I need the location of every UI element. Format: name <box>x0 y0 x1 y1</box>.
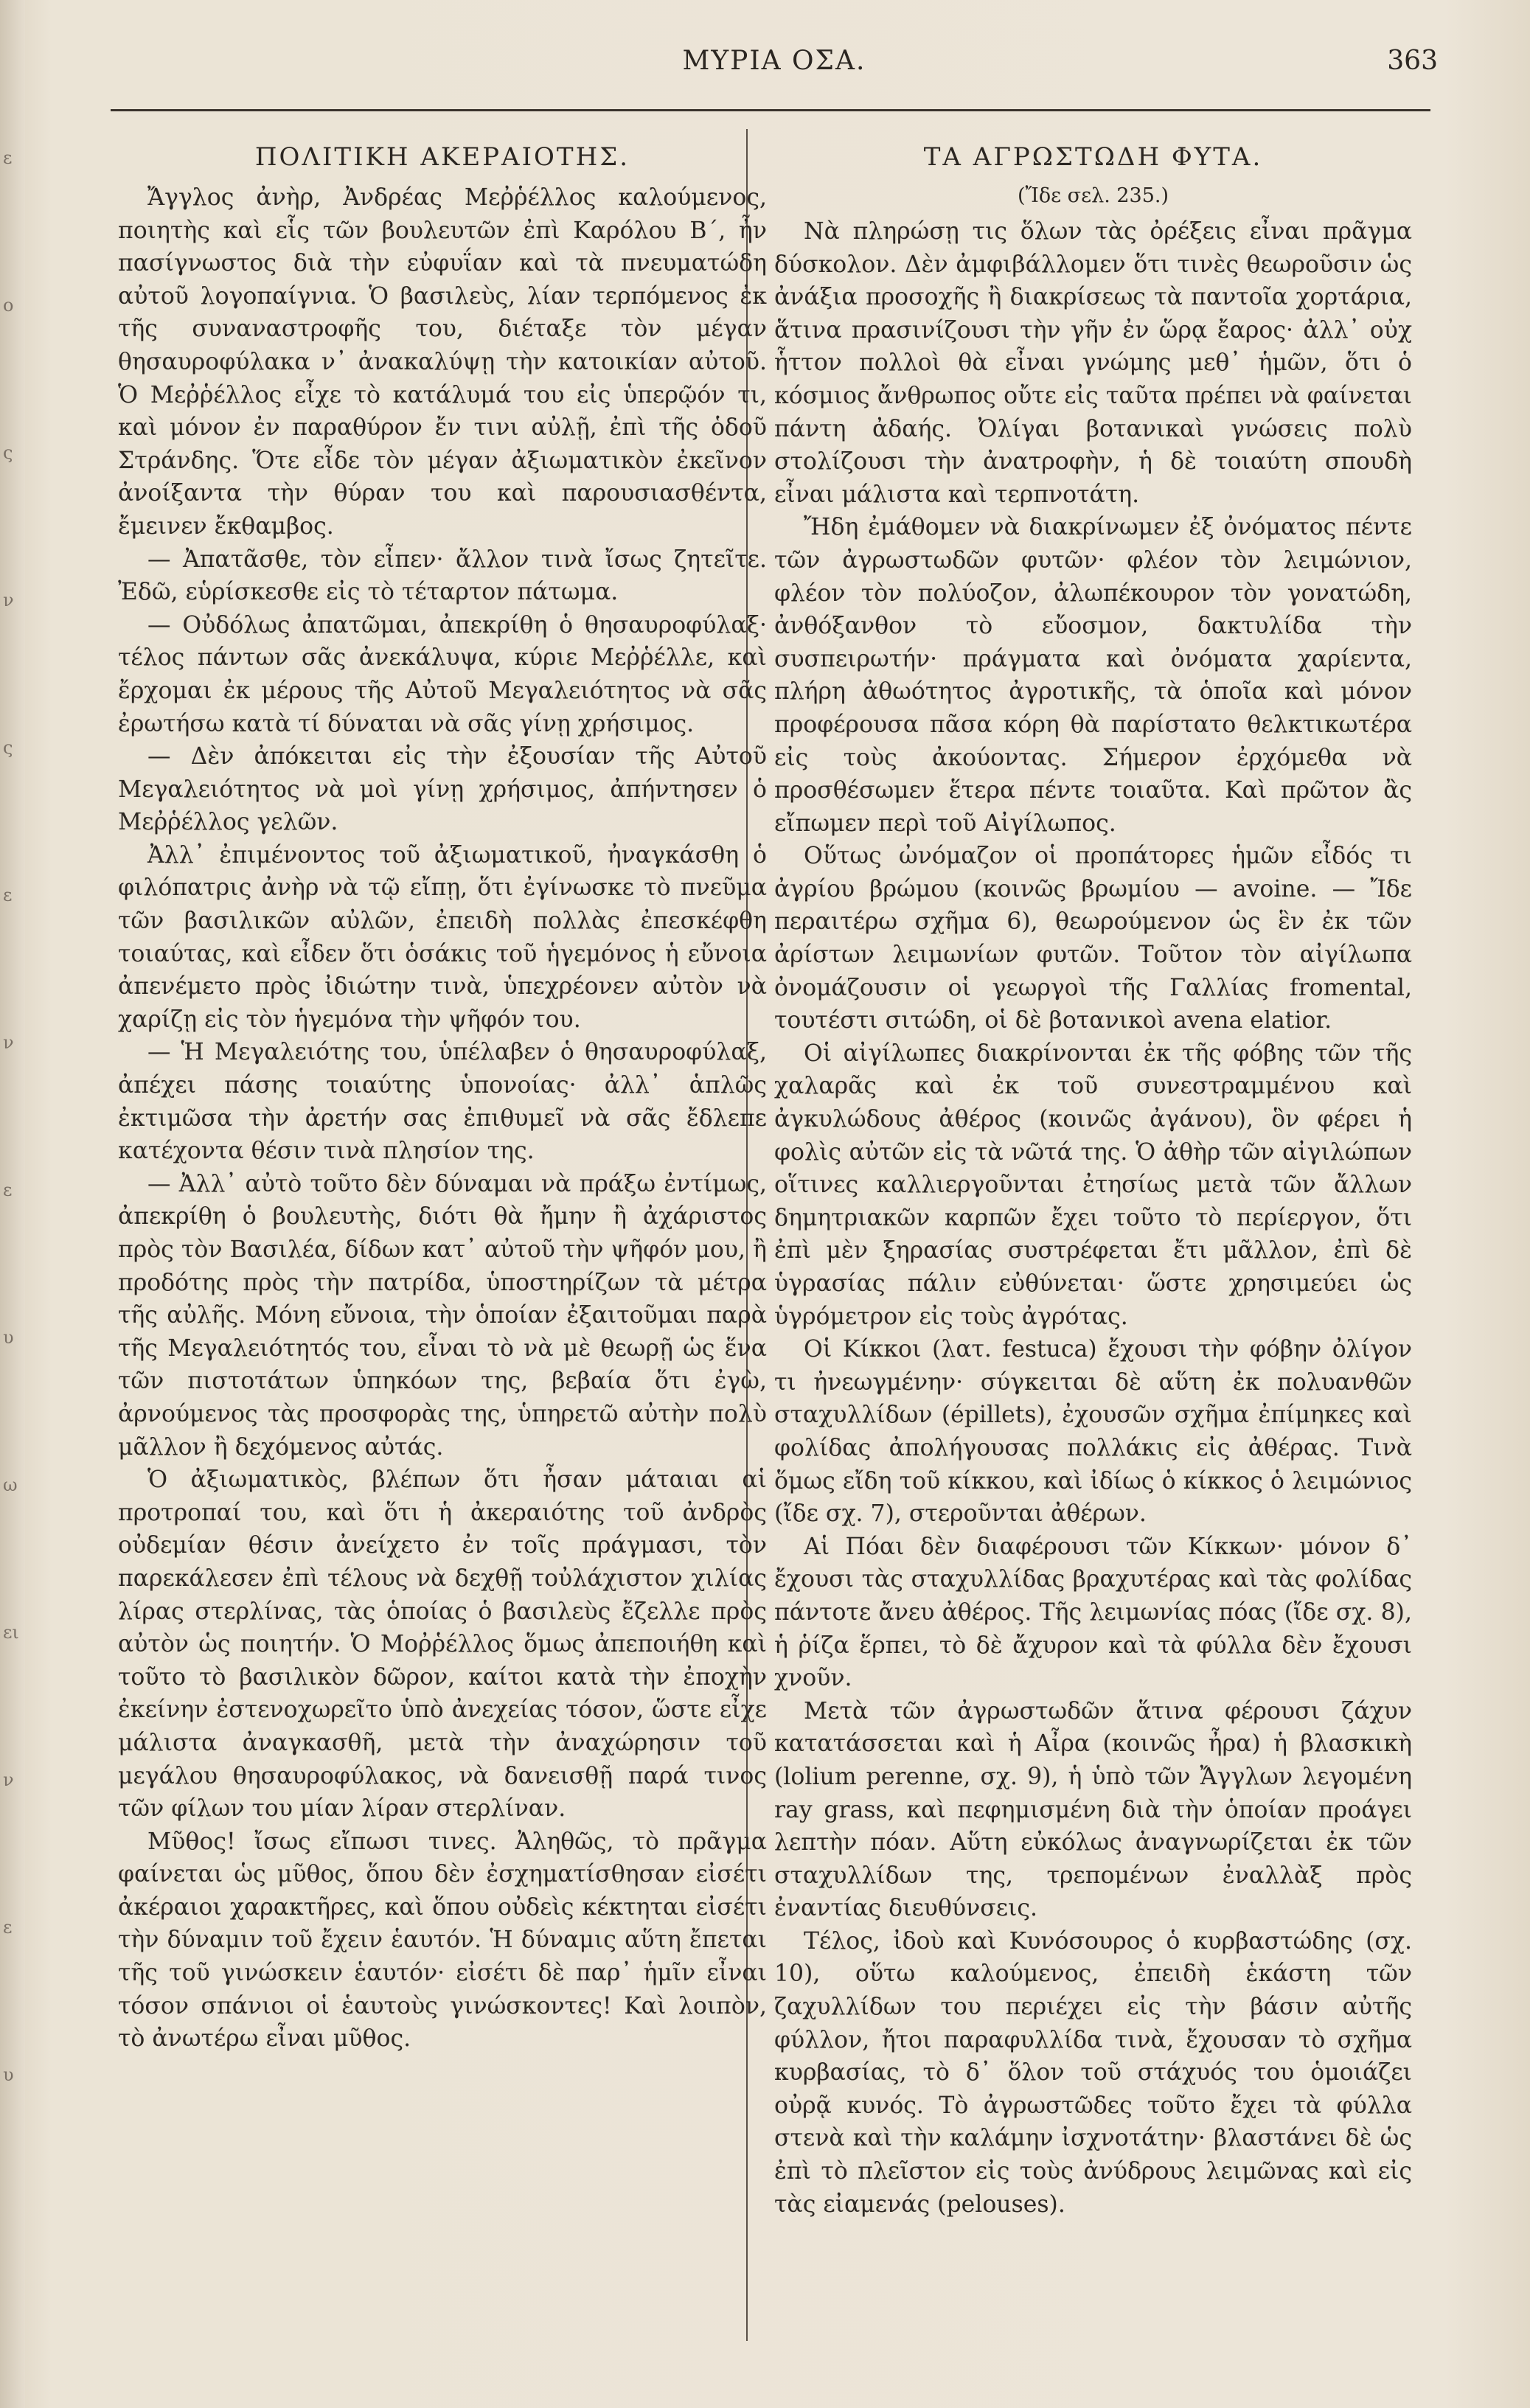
gutter-fragment: υ <box>3 1327 14 1348</box>
gutter-fragment: υ <box>3 2064 14 2085</box>
gutter-fragment: ο <box>3 295 14 316</box>
paragraph: Οὕτως ὠνόμαζον οἱ προπάτορες ἡμῶν εἶδός τι ἀγρίου βρώμου (κοινῶς βρωμίου — avoine. — Ἴδε περαιτέρω σχῆμα 6), θεωρούμενον ὡς ἓν ἐκ τῶν ἀρίστων λειμωνίων φυτῶν. Τοῦτον τὸν αἰγίλωπα ὀνομάζουσιν οἱ γεωργοὶ τῆς Γαλλίας fromental, τουτέστι σιτώδη, οἱ δὲ βοτανικοὶ avena elatior. <box>774 843 1412 1034</box>
gutter-fragment: ν <box>3 1770 14 1790</box>
article-heading-political-integrity: ΠΟΛΙΤΙΚΗ ΑΚΕΡΑΙΟΤΗΣ. <box>254 142 630 172</box>
gutter-fragment: ν <box>3 590 14 610</box>
paragraph: Οἱ αἰγίλωπες διακρίνονται ἐκ τῆς φόβης τῶν τῆς χαλαρᾶς καὶ ἐκ τοῦ συνεστραμμένου καὶ ἀγκυλώδους ἀθέρος (κοινῶς ἀγάνου), ὃν φέρει ἡ φολὶς αὐτῶν εἰς τὰ νῶτά της. Ὁ ἀθὴρ τῶν αἰγιλώπων οἵτινες καλλιεργοῦνται ἐτησίως μετὰ τῶν ἄλλων δημητριακῶν καρπῶν ἔχει τοῦτο τὸ περίεργον, ὅτι ἐπὶ μὲν ξηρασίας συστρέφεται ἔτι μᾶλλον, ἐπὶ δὲ ὑγρασίας πάλιν εὐθύνεται· ὥστε χρησιμεύει ὡς ὑγρόμετρον εἰς τοὺς ἀγρότας. <box>774 1040 1412 1330</box>
gutter-fragment: ν <box>3 1032 14 1053</box>
paragraph: Ἤδη ἐμάθομεν νὰ διακρίνωμεν ἐξ ὀνόματος πέντε τῶν ἀγρωστωδῶν φυτῶν· φλέον τὸν λειμώνιον, φλέον τὸν πολύοζον, ἀλωπέκουρον τὸν γονατώδη, ἀνθόξανθον τὸ εὔοσμον, δακτυλίδα τὴν συσπειρωτήν· πράγματα καὶ ὀνόματα χαρίεντα, πλήρη ἀθωότητος ἀγροτικῆς, τὰ ὁποῖα καὶ μόνον προφέρουσα πᾶσα κόρη θὰ παρίστατο θελκτικωτέρα εἰς τοὺς ἀκούοντας. Σήμερον ἐρχόμεθα νὰ προσθέσωμεν ἕτερα πέντε τοιαῦτα. Καὶ πρῶτον ἂς εἴπωμεν περὶ τοῦ Αἰγίλωπος. <box>774 514 1412 837</box>
gutter-fragment: ς <box>3 737 13 758</box>
paragraph: — Ἀπατᾶσθε, τὸν εἶπεν· ἄλλον τινὰ ἴσως ζητεῖτε. Ἐδῶ, εὑρίσκεσθε εἰς τὸ τέταρτον πάτωμα. <box>118 546 767 606</box>
gutter-fragment: ε <box>3 147 13 168</box>
paragraph: Ἀλλ᾿ ἐπιμένοντος τοῦ ἀξιωματικοῦ, ἠναγκάσθη ὁ φιλόπατρις ἀνὴρ νὰ τῷ εἴπῃ, ὅτι ἐγίνωσκε τὸ πνεῦμα τῶν βασιλικῶν αὐλῶν, ἐπειδὴ πολλὰς ἐπεσκέφθη τοιαύτας, καὶ εἶδεν ὅτι ὁσάκις τοῦ ἡγεμόνος ἡ εὔνοια ἀπενέμετο πρὸς ἰδιώτην τινὰ, ὑπεχρέονεν αὐτὸν νὰ χαρίζῃ εἰς τὸν ἡγεμόνα τὴν ψῆφόν του. <box>118 841 767 1033</box>
paragraph: Νὰ πληρώσῃ τις ὅλων τὰς ὀρέξεις εἶναι πρᾶγμα δύσκολον. Δὲν ἀμφιβάλλομεν ὅτι τινὲς θεωροῦσιν ὡς ἀνάξια προσοχῆς ἢ διακρίσεως τὰ παντοῖα χορτάρια, ἅτινα πρασινίζουσι τὴν γῆν ἐν ὥρᾳ ἔαρος· ἀλλ᾿ οὐχ ἧττον πολλοὶ θὰ εἶναι γνώμης μεθ᾿ ἡμῶν, ὅτι ὁ κόσμιος ἄνθρωπος οὔτε εἰς ταῦτα πρέπει νὰ φαίνεται πάντη ἀδαής. Ὀλίγαι βοτανικαὶ γνώσεις πολὺ στολίζουσι τὴν ἀνατροφὴν, ἡ δὲ τοιαύτη σπουδὴ εἶναι μάλιστα καὶ τερπνοτάτη. <box>774 218 1412 508</box>
paragraph: Ὁ ἀξιωματικὸς, βλέπων ὅτι ἦσαν μάταιαι αἱ προτροπαί του, καὶ ὅτι ἡ ἀκεραιότης τοῦ ἀνδρὸς οὐδεμίαν θέσιν ἀνείχετο ἐν τοῖς πράγμασι, τὸν παρεκάλεσεν ἐπὶ τέλους νὰ δεχθῇ τοὐλάχιστον χιλίας λίρας στερλίνας, τὰς ὁποίας ὁ βασιλεὺς ἔζελλε πρὸς αὐτὸν ὡς ποιητήν. Ὁ Μοῤῥέλλος ὅμως ἀπεποιήθη καὶ τοῦτο τὸ βασιλικὸν δῶρον, καίτοι κατὰ τὴν ἐποχὴν ἐκείνην ἐστενοχωρεῖτο ὑπὸ ἀνεχείας τόσον, ὥστε εἶχε μάλιστα ἀναγκασθῆ, μετὰ τὴν ἀναχώρησιν τοῦ μεγάλου θησαυροφύλακος, νὰ δανεισθῇ παρά τινος τῶν φίλων του μίαν λίραν στερλίναν. <box>118 1466 767 1823</box>
paragraph: Τέλος, ἰδοὺ καὶ Κυνόσουρος ὁ κυρβαστώδης (σχ. 10), οὕτω καλούμενος, ἐπειδὴ ἑκάστη τῶν ζαχυλλίδων του περιέχει εἰς τὴν βάσιν αὐτῆς φύλλον, ἤτοι παραφυλλίδα τινὰ, ἔχουσαν τὸ σχῆμα κυρβασίας, τὸ δ᾿ ὅλον τοῦ στάχυός του ὁμοιάζει οὐρᾷ κυνός. Τὸ ἀγρωστῶδες τοῦτο ἔχει τὰ φύλλα στενὰ καὶ τὴν καλάμην ἰσχνοτάτην· βλαστάνει δὲ ὡς ἐπὶ τὸ πλεῖστον εἰς τοὺς ἀνύδρους λειμῶνας καὶ εἰς τὰς εἰαμενάς (pelouses). <box>774 1927 1412 2218</box>
paragraph: — Οὐδόλως ἀπατῶμαι, ἀπεκρίθη ὁ θησαυροφύλαξ· τέλος πάντων σᾶς ἀνεκάλυψα, κύριε Μεῤῥέλλε, καὶ ἔρχομαι ἐκ μέρους τῆς Αὐτοῦ Μεγαλειότητος νὰ σᾶς ἐρωτήσω κατὰ τί δύναται νὰ σᾶς γίνῃ χρήσιμος. <box>118 611 767 737</box>
paragraph: Μῦθος! ἴσως εἴπωσι τινες. Ἀληθῶς, τὸ πρᾶγμα φαίνεται ὡς μῦθος, ὅπου δὲν ἐσχηματίσθησαν εἰσέτι ἀκέραιοι χαρακτῆρες, καὶ ὅπου οὐδεὶς κέκτηται εἰσέτι τὴν δύναμιν τοῦ ἔχειν ἑαυτόν. Ἡ δύναμις αὕτη ἔπεται τῆς τοῦ γινώσκειν ἑαυτόν· εἰσέτι δὲ παρ᾿ ἡμῖν εἶναι τόσον σπάνιοι οἱ ἑαυτοὺς γινώσκοντες! Καὶ λοιπὸν, τὸ ἀνωτέρω εἶναι μῦθος. <box>118 1828 767 2053</box>
running-head-title: ΜΥΡΙΑ ΟΣΑ. <box>682 46 866 76</box>
paragraph: — Δὲν ἀπόκειται εἰς τὴν ἐξουσίαν τῆς Αὐτοῦ Μεγαλειότητος νὰ μοὶ γίνῃ χρήσιμος, ἀπήντησεν ὁ Μεῤῥέλλος γελῶν. <box>118 743 767 836</box>
book-gutter <box>0 0 25 2408</box>
paragraph: Ἄγγλος ἀνὴρ, Ἀνδρέας Μεῤῥέλλος καλούμενος, ποιητὴς καὶ εἷς τῶν βουλευτῶν ἐπὶ Καρόλου Β΄, ἦν πασίγνωστος διὰ τὴν εὐφυΐαν καὶ τὰ πνευματώδη αὐτοῦ λογοπαίγνια. Ὁ βασιλεὺς, λίαν τερπόμενος ἐκ τῆς συναναστροφῆς του, διέταξε τὸν μέγαν θησαυροφύλακα ν᾿ ἀνακαλύψῃ τὴν κατοικίαν αὐτοῦ. Ὁ Μεῤῥέλλος εἶχε τὸ κατάλυμά του εἰς ὑπερῷόν τι, καὶ μόνον ἐν παραθύρον ἔν τινι αὐλῇ, ἐπὶ τῆς ὁδοῦ Στράνδης. Ὅτε εἶδε τὸν μέγαν ἀξιωματικὸν ἐκεῖνον ἀνοίξαντα τὴν θύραν του καὶ παρουσιασθέντα, ἔμεινεν ἔκθαμβος. <box>118 184 767 540</box>
gutter-fragment: ω <box>3 1475 18 1495</box>
gutter-fragment: ς <box>3 442 13 463</box>
article-heading-grass-plants: ΤΑ ΑΓΡΩΣΤΩΔΗ ΦΥΤΑ. <box>923 142 1263 172</box>
paragraph: — Ἀλλ᾿ αὐτὸ τοῦτο δὲν δύναμαι νὰ πράξω ἐντίμως, ἀπεκρίθη ὁ βουλευτὴς, διότι θὰ ἤμην ἢ ἀχάριστος πρὸς τὸν Βασιλέα, δίδων κατ᾿ αὐτοῦ τὴν ψῆφόν μου, ἢ προδότης πρὸς τὴν πατρίδα, ὑποστηρίζων τὰ μέτρα τῆς αὐλῆς. Μόνη εὔνοια, τὴν ὁποίαν ἐξαιτοῦμαι παρὰ τῆς Μεγαλειότητός του, εἶναι τὸ νὰ μὲ θεωρῇ ὡς ἕνα τῶν πιστοτάτων ὑπηκόων της, βεβαία ὅτι ἐγὼ, ἀρνούμενος τὰς προσφορὰς της, ὑπηρετῶ αὐτὴν πολὺ μᾶλλον ἢ δεχόμενος αὐτάς. <box>118 1170 767 1461</box>
page-number: 363 <box>1387 46 1438 76</box>
gutter-fragment: ε <box>3 885 13 905</box>
gutter-fragment: ε <box>3 1917 13 1938</box>
paragraph: — Ἡ Μεγαλειότης του, ὑπέλαβεν ὁ θησαυροφύλαξ, ἀπέχει πάσης τοιαύτης ὑπονοίας· ἀλλ᾿ ἁπλῶς ἐκτιμῶσα τὴν ἀρετήν σας ἐπιθυμεῖ νὰ σᾶς ἔδλεπε κατέχοντα θέσιν τινὰ πλησίον της. <box>118 1039 767 1165</box>
gutter-fragment: ει <box>3 1622 19 1643</box>
paragraph: Αἱ Πόαι δὲν διαφέρουσι τῶν Κίκκων· μόνον δ᾿ ἔχουσι τὰς σταχυλλίδας βραχυτέρας καὶ τὰς φολίδας πάντοτε ἄνευ ἀθέρος. Τῆς λειμωνίας πόας (ἴδε σχ. 8), ἡ ῥίζα ἕρπει, τὸ δὲ ἄχυρον καὶ τὰ φύλλα δὲν ἔχουσι χνοῦν. <box>774 1533 1412 1692</box>
left-column <box>118 140 767 2056</box>
article-reference: (Ἴδε σελ. 235.) <box>1017 184 1169 207</box>
header-rule <box>111 109 1430 111</box>
right-column <box>774 140 1412 2221</box>
paragraph: Οἱ Κίκκοι (λατ. festuca) ἔχουσι τὴν φόβην ὀλίγον τι ἠνεωγμένην· σύγκειται δὲ αὕτη ἐκ πολυανθῶν σταχυλλίδων (épillets), ἐχουσῶν σχῆμα ἐπίμηκες καὶ φολίδας ἀπολήγουσας πολλάκις εἰς ἀθέρας. Τινὰ ὅμως εἴδη τοῦ κίκκου, καὶ ἰδίως ὁ κίκκος ὁ λειμώνιος (ἴδε σχ. 7), στεροῦνται ἀθέρων. <box>774 1336 1412 1528</box>
gutter-fragment: ε <box>3 1180 13 1200</box>
paragraph: Μετὰ τῶν ἀγρωστωδῶν ἅτινα φέρουσι ζάχυν κατατάσσεται καὶ ἡ Αἶρα (κοινῶς ἦρα) ἡ βλασκικὴ (lolium perenne, σχ. 9), ἡ ὑπὸ τῶν Ἄγγλων λεγομένη ray grass, καὶ πεφημισμένη διὰ τὴν ὁποίαν προάγει λεπτὴν πόαν. Αὕτη εὐκόλως ἀναγνωρίζεται ἐκ τῶν σταχυλλίδων της, τρεπομένων ἐναλλὰξ πρὸς ἐναντίας διευθύνσεις. <box>774 1697 1412 1922</box>
running-head <box>111 46 1438 90</box>
